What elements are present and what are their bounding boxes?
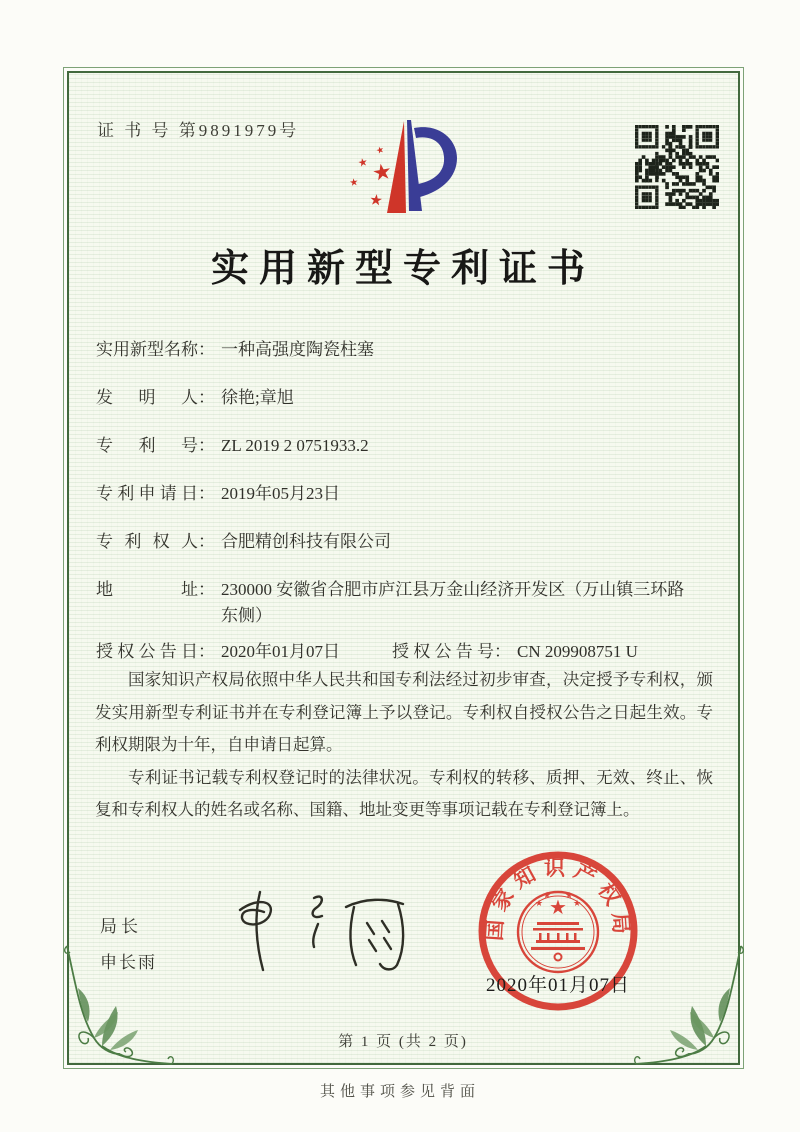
legal-text: [95, 664, 713, 827]
field-colon: ：: [198, 340, 215, 359]
emblem-star-icon: ★: [549, 897, 567, 919]
logo-star-icon: ★: [374, 143, 386, 157]
national-emblem: [518, 890, 598, 972]
signer-name: 申长雨: [100, 953, 157, 972]
back-note: 其他事项参见背面: [319, 1084, 480, 1100]
field-label: 发 明 人: [96, 388, 198, 407]
field-colon: ：: [198, 642, 215, 661]
signer-title: 局长: [100, 917, 142, 936]
field-label: 授 权 公 告 日: [96, 642, 198, 661]
field-colon: ：: [494, 642, 511, 661]
seal-text: 国家知识产权局: [482, 856, 634, 942]
logo-blue-bowl: [414, 127, 457, 197]
field-row-inventor: [96, 385, 720, 411]
legal-paragraph-2: 专利证书记载专利权登记时的法律状况。专利权的转移、质押、无效、终止、恢复和专利权人的姓名或名称、国籍、地址变更等事项记载在专利登记簿上。: [95, 767, 713, 819]
field-label: 专 利 号: [96, 436, 198, 455]
field-row-patentee: [96, 529, 720, 555]
grant-date-pair: [96, 639, 340, 665]
field-row-name: [96, 337, 720, 363]
field-value: CN 209908751 U: [517, 642, 638, 661]
grant-no-pair: [392, 639, 638, 665]
cnipa-logo-icon: [344, 110, 476, 222]
field-value: 合肥精创科技有限公司: [221, 532, 391, 551]
field-colon: ：: [198, 532, 215, 551]
field-colon: ：: [198, 484, 215, 503]
qr-code: [635, 125, 719, 209]
field-value: 一种高强度陶瓷柱塞: [221, 340, 374, 359]
certificate-title: 实用新型专利证书: [210, 248, 595, 290]
legal-paragraph-1: 国家知识产权局依照中华人民共和国专利法经过初步审查，决定授予专利权，颁发实用新型专利证书并在专利登记簿上予以登记。专利权自授权公告之日起生效。专利权期限为十年，自申请日起算。: [95, 670, 713, 754]
field-value: 230000 安徽省合肥市庐江县万金山经济开发区（万山镇三环路东侧）: [221, 580, 685, 625]
field-colon: ：: [198, 388, 215, 407]
logo-star-icon: ★: [348, 176, 360, 190]
field-value: ZL 2019 2 0751933.2: [221, 436, 369, 455]
field-row-filing-date: [96, 481, 720, 507]
emblem-star-icon: ★: [564, 890, 574, 900]
field-row-grant: [96, 639, 720, 665]
field-value: 2019年05月23日: [221, 484, 340, 503]
seal-date: 2020年01月07日: [486, 975, 631, 996]
logo-star-icon: ★: [370, 157, 394, 187]
field-value: 2020年01月07日: [221, 642, 340, 661]
field-colon: ：: [198, 580, 215, 599]
handwritten-signature: [218, 876, 418, 976]
field-row-patent-no: [96, 433, 720, 459]
field-label: 专 利 申 请 日: [96, 484, 198, 503]
emblem-star-icon: ★: [534, 898, 544, 908]
field-value: 徐艳;章旭: [221, 388, 294, 407]
field-list: [96, 337, 720, 687]
certificate-number: 证 书 号 第9891979号: [97, 121, 300, 140]
field-colon: ：: [198, 436, 215, 455]
field-label: 专 利 权 人: [96, 532, 198, 551]
emblem-star-icon: ★: [542, 890, 552, 900]
field-label: 实 用 新 型 名 称: [96, 340, 198, 359]
field-row-address: [96, 577, 720, 629]
logo-star-icon: ★: [356, 156, 370, 170]
logo-star-icon: ★: [368, 192, 384, 210]
emblem-star-icon: ★: [572, 898, 582, 908]
page-indicator: 第 1 页 (共 2 页): [338, 1034, 468, 1050]
field-label: 授 权 公 告 号: [392, 642, 494, 661]
field-label: 地 址: [96, 580, 198, 599]
